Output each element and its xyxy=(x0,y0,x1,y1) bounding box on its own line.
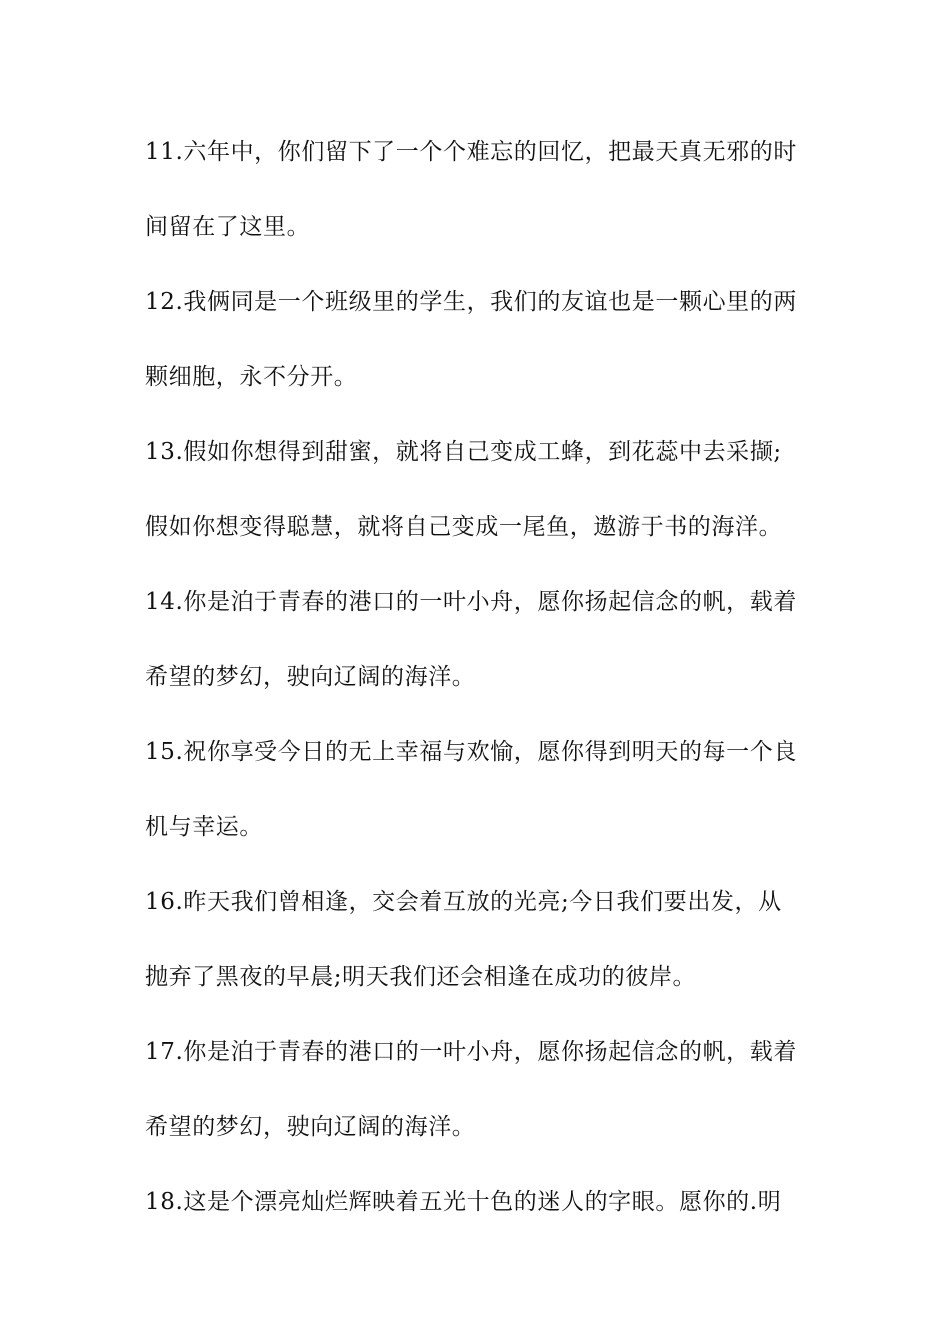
text-line: 颗细胞，永不分开。 xyxy=(145,364,358,390)
text-line: 机与幸运。 xyxy=(145,814,263,840)
text-line: 间留在了这里。 xyxy=(145,214,311,240)
text-line: 假如你想变得聪慧，就将自己变成一尾鱼，遨游于书的海洋。 xyxy=(145,514,783,540)
text-line: 希望的梦幻，驶向辽阔的海洋。 xyxy=(145,1114,476,1140)
text-line: 16.昨天我们曾相逢，交会着互放的光亮;今日我们要出发，从 xyxy=(145,889,782,915)
text-line: 18.这是个漂亮灿烂辉映着五光十色的迷人的字眼。愿你的.明 xyxy=(145,1189,782,1215)
text-line: 11.六年中，你们留下了一个个难忘的回忆，把最天真无邪的时 xyxy=(145,139,797,165)
text-body xyxy=(145,125,810,1250)
text-line: 15.祝你享受今日的无上幸福与欢愉，愿你得到明天的每一个良 xyxy=(145,739,797,765)
text-line: 14.你是泊于青春的港口的一叶小舟，愿你扬起信念的帆，载着 xyxy=(145,589,797,615)
text-line: 12.我俩同是一个班级里的学生，我们的友谊也是一颗心里的两 xyxy=(145,289,797,315)
text-line: 17.你是泊于青春的港口的一叶小舟，愿你扬起信念的帆，载着 xyxy=(145,1039,797,1065)
text-line: 希望的梦幻，驶向辽阔的海洋。 xyxy=(145,664,476,690)
text-line: 13.假如你想得到甜蜜，就将自己变成工蜂，到花蕊中去采撷; xyxy=(145,439,782,465)
text-line: 抛弃了黑夜的早晨;明天我们还会相逢在成功的彼岸。 xyxy=(145,964,697,990)
